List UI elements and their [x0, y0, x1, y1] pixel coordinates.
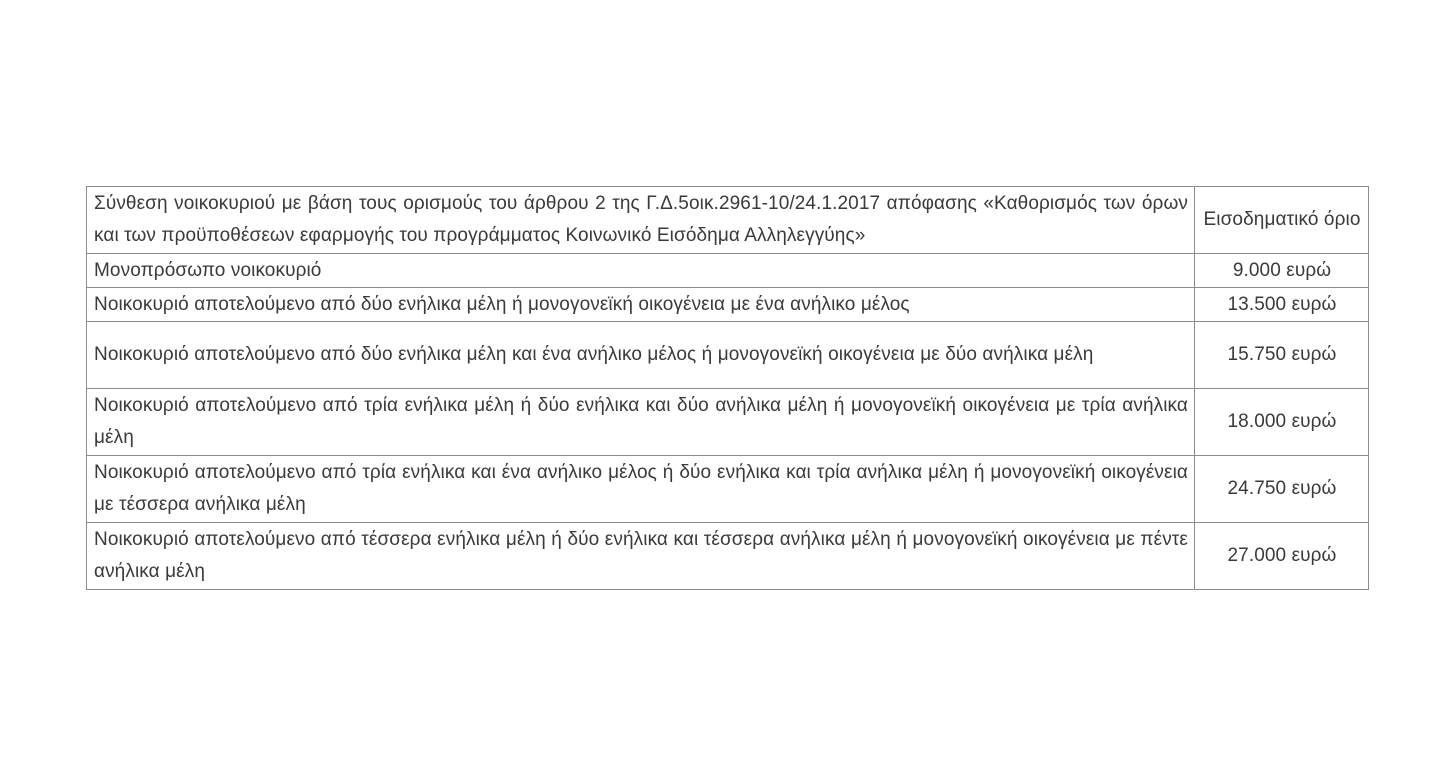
- income-limit-value: 15.750 ευρώ: [1195, 322, 1369, 389]
- table-row: [87, 456, 1369, 523]
- header-income-limit: Εισοδηματικό όριο: [1195, 187, 1369, 254]
- household-description: Μονοπρόσωπο νοικοκυριό: [87, 254, 1195, 288]
- income-limit-value: 27.000 ευρώ: [1195, 523, 1369, 590]
- table-header-row: [87, 187, 1369, 254]
- table-row: [87, 322, 1369, 389]
- table-row: [87, 288, 1369, 322]
- table-row: [87, 254, 1369, 288]
- household-description: Νοικοκυριό αποτελούμενο από δύο ενήλικα μέλη ή μονογονεϊκή οικογένεια με ένα ανήλικο μέλος: [87, 288, 1195, 322]
- household-description: Νοικοκυριό αποτελούμενο από δύο ενήλικα μέλη και ένα ανήλικο μέλος ή μονογονεϊκή οικογένεια με δύο ανήλικα μέλη: [87, 322, 1195, 389]
- income-limit-value: 13.500 ευρώ: [1195, 288, 1369, 322]
- income-limits-table: [86, 186, 1369, 590]
- household-description: Νοικοκυριό αποτελούμενο από τρία ενήλικα μέλη ή δύο ενήλικα και δύο ανήλικα μέλη ή μονογονεϊκή οικογένεια με τρία ανήλικα μέλη: [87, 389, 1195, 456]
- household-description: Νοικοκυριό αποτελούμενο από τέσσερα ενήλικα μέλη ή δύο ενήλικα και τέσσερα ανήλικα μέλη ή μονογονεϊκή οικογένεια με πέντε ανήλικα μέλη: [87, 523, 1195, 590]
- table-row: [87, 389, 1369, 456]
- income-limit-value: 24.750 ευρώ: [1195, 456, 1369, 523]
- table-row: [87, 523, 1369, 590]
- header-household-composition: Σύνθεση νοικοκυριού με βάση τους ορισμούς του άρθρου 2 της Γ.Δ.5οικ.2961-10/24.1.2017 απόφασης «Καθορισμός των όρων και των προϋποθέσεων εφαρμογής του προγράμματος Κοινωνικό Εισόδημα Αλληλεγγύης»: [87, 187, 1195, 254]
- household-description: Νοικοκυριό αποτελούμενο από τρία ενήλικα και ένα ανήλικο μέλος ή δύο ενήλικα και τρία ανήλικα μέλη ή μονογονεϊκή οικογένεια με τέσσερα ανήλικα μέλη: [87, 456, 1195, 523]
- income-limit-value: 9.000 ευρώ: [1195, 254, 1369, 288]
- income-limit-value: 18.000 ευρώ: [1195, 389, 1369, 456]
